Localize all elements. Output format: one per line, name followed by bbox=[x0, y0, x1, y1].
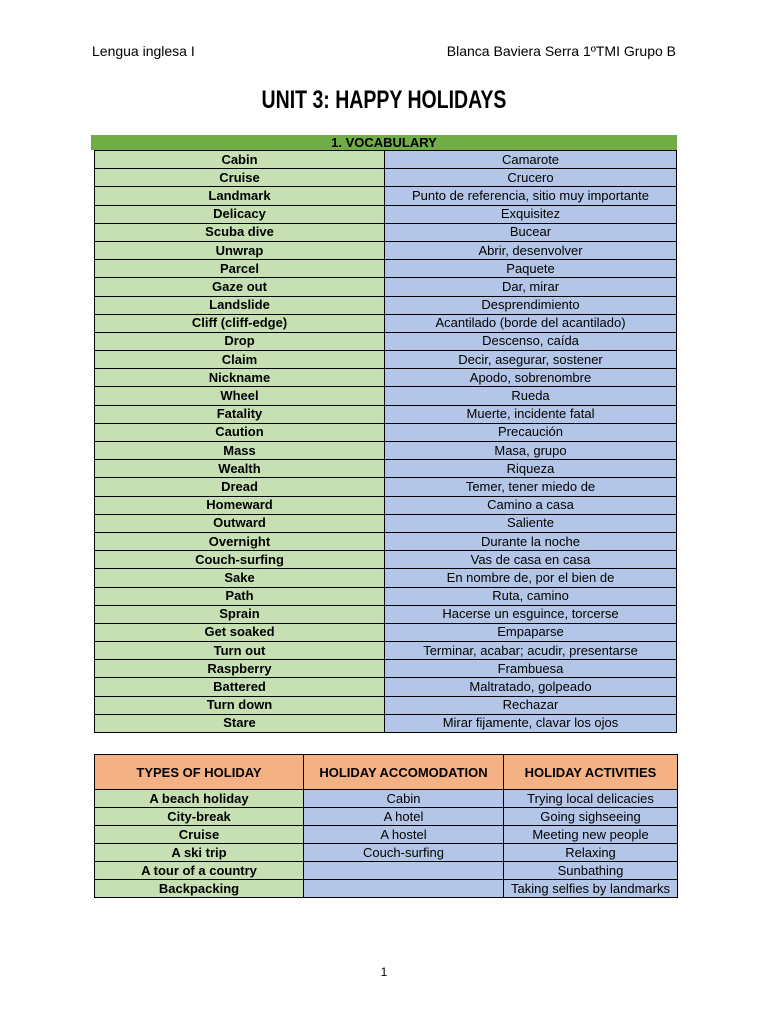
vocab-row bbox=[95, 223, 677, 241]
holiday-activity-cell: Taking selfies by landmarks bbox=[504, 880, 678, 898]
vocab-spanish-translation: Bucear bbox=[385, 223, 677, 241]
vocab-spanish-translation: Camino a casa bbox=[385, 496, 677, 514]
vocab-spanish-translation: Rueda bbox=[385, 387, 677, 405]
vocab-row bbox=[95, 405, 677, 423]
vocab-english-term: Stare bbox=[95, 714, 385, 732]
vocab-english-term: Cliff (cliff-edge) bbox=[95, 314, 385, 332]
holiday-table bbox=[94, 754, 678, 898]
vocabulary-heading: 1. VOCABULARY bbox=[91, 135, 677, 150]
holiday-type-cell: Backpacking bbox=[95, 880, 304, 898]
holiday-activity-cell: Sunbathing bbox=[504, 862, 678, 880]
vocab-row bbox=[95, 369, 677, 387]
vocab-row bbox=[95, 278, 677, 296]
page-title: UNIT 3: HAPPY HOLIDAYS bbox=[261, 86, 507, 114]
vocab-english-term: Turn out bbox=[95, 642, 385, 660]
vocab-spanish-translation: Exquisitez bbox=[385, 205, 677, 223]
vocab-english-term: Couch-surfing bbox=[95, 551, 385, 569]
vocab-row bbox=[95, 460, 677, 478]
vocab-row bbox=[95, 351, 677, 369]
vocab-english-term: Turn down bbox=[95, 696, 385, 714]
vocab-row bbox=[95, 514, 677, 532]
holiday-row bbox=[95, 826, 678, 844]
vocab-english-term: Parcel bbox=[95, 260, 385, 278]
vocab-spanish-translation: Frambuesa bbox=[385, 660, 677, 678]
vocab-spanish-translation: Decir, asegurar, sostener bbox=[385, 351, 677, 369]
vocab-english-term: Outward bbox=[95, 514, 385, 532]
vocab-spanish-translation: Masa, grupo bbox=[385, 442, 677, 460]
vocab-spanish-translation: Mirar fijamente, clavar los ojos bbox=[385, 714, 677, 732]
vocab-row bbox=[95, 605, 677, 623]
header-types-of-holiday: TYPES OF HOLIDAY bbox=[95, 755, 304, 790]
vocab-english-term: Gaze out bbox=[95, 278, 385, 296]
holiday-type-cell: A beach holiday bbox=[95, 790, 304, 808]
holiday-type-cell: A ski trip bbox=[95, 844, 304, 862]
vocab-row bbox=[95, 678, 677, 696]
holiday-accommodation-cell: A hotel bbox=[304, 808, 504, 826]
holiday-type-cell: City-break bbox=[95, 808, 304, 826]
vocab-spanish-translation: Muerte, incidente fatal bbox=[385, 405, 677, 423]
header-left: Lengua inglesa I bbox=[92, 43, 195, 59]
vocab-row bbox=[95, 187, 677, 205]
vocab-row bbox=[95, 205, 677, 223]
page-number: 1 bbox=[380, 965, 388, 979]
vocab-row bbox=[95, 551, 677, 569]
vocab-row bbox=[95, 442, 677, 460]
vocab-row bbox=[95, 151, 677, 169]
holiday-activity-cell: Trying local delicacies bbox=[504, 790, 678, 808]
vocab-row bbox=[95, 478, 677, 496]
vocab-english-term: Landslide bbox=[95, 296, 385, 314]
vocab-english-term: Wealth bbox=[95, 460, 385, 478]
vocab-english-term: Overnight bbox=[95, 532, 385, 550]
vocab-spanish-translation: Punto de referencia, sitio muy importante bbox=[385, 187, 677, 205]
vocab-row bbox=[95, 241, 677, 259]
holiday-accommodation-cell bbox=[304, 880, 504, 898]
vocab-row bbox=[95, 423, 677, 441]
vocab-english-term: Battered bbox=[95, 678, 385, 696]
holiday-activity-cell: Relaxing bbox=[504, 844, 678, 862]
vocab-english-term: Scuba dive bbox=[95, 223, 385, 241]
vocab-row bbox=[95, 660, 677, 678]
vocab-row bbox=[95, 532, 677, 550]
vocab-english-term: Cruise bbox=[95, 169, 385, 187]
vocab-row bbox=[95, 496, 677, 514]
vocab-english-term: Raspberry bbox=[95, 660, 385, 678]
vocab-english-term: Nickname bbox=[95, 369, 385, 387]
vocab-english-term: Sprain bbox=[95, 605, 385, 623]
vocab-spanish-translation: Temer, tener miedo de bbox=[385, 478, 677, 496]
holiday-row bbox=[95, 880, 678, 898]
vocab-spanish-translation: Empaparse bbox=[385, 623, 677, 641]
vocab-spanish-translation: Terminar, acabar; acudir, presentarse bbox=[385, 642, 677, 660]
vocabulary-table bbox=[94, 150, 677, 733]
vocab-english-term: Claim bbox=[95, 351, 385, 369]
vocab-spanish-translation: Paquete bbox=[385, 260, 677, 278]
vocab-spanish-translation: Crucero bbox=[385, 169, 677, 187]
vocab-english-term: Sake bbox=[95, 569, 385, 587]
vocab-spanish-translation: Maltratado, golpeado bbox=[385, 678, 677, 696]
vocab-row bbox=[95, 587, 677, 605]
vocab-spanish-translation: Saliente bbox=[385, 514, 677, 532]
holiday-accommodation-cell: Cabin bbox=[304, 790, 504, 808]
vocab-row bbox=[95, 332, 677, 350]
vocab-english-term: Wheel bbox=[95, 387, 385, 405]
holiday-type-cell: Cruise bbox=[95, 826, 304, 844]
holiday-type-cell: A tour of a country bbox=[95, 862, 304, 880]
vocab-english-term: Landmark bbox=[95, 187, 385, 205]
vocab-english-term: Caution bbox=[95, 423, 385, 441]
vocab-english-term: Dread bbox=[95, 478, 385, 496]
vocab-spanish-translation: Abrir, desenvolver bbox=[385, 241, 677, 259]
vocab-row bbox=[95, 314, 677, 332]
vocab-english-term: Unwrap bbox=[95, 241, 385, 259]
vocab-row bbox=[95, 623, 677, 641]
vocab-row bbox=[95, 260, 677, 278]
holiday-row bbox=[95, 844, 678, 862]
vocab-row bbox=[95, 714, 677, 732]
vocab-row bbox=[95, 169, 677, 187]
vocab-row bbox=[95, 296, 677, 314]
holiday-accommodation-cell bbox=[304, 862, 504, 880]
vocab-row bbox=[95, 387, 677, 405]
vocab-spanish-translation: Ruta, camino bbox=[385, 587, 677, 605]
holiday-row bbox=[95, 862, 678, 880]
vocab-english-term: Get soaked bbox=[95, 623, 385, 641]
vocab-english-term: Drop bbox=[95, 332, 385, 350]
holiday-row bbox=[95, 790, 678, 808]
vocab-spanish-translation: Descenso, caída bbox=[385, 332, 677, 350]
vocab-spanish-translation: Desprendimiento bbox=[385, 296, 677, 314]
holiday-row bbox=[95, 808, 678, 826]
holiday-activity-cell: Meeting new people bbox=[504, 826, 678, 844]
holiday-accommodation-cell: Couch-surfing bbox=[304, 844, 504, 862]
header-right: Blanca Baviera Serra 1ºTMI Grupo B bbox=[446, 43, 676, 59]
header-holiday-accommodation: HOLIDAY ACCOMODATION bbox=[304, 755, 504, 790]
vocab-row bbox=[95, 696, 677, 714]
vocab-row bbox=[95, 569, 677, 587]
vocab-english-term: Homeward bbox=[95, 496, 385, 514]
vocab-english-term: Cabin bbox=[95, 151, 385, 169]
vocab-spanish-translation: Dar, mirar bbox=[385, 278, 677, 296]
vocab-row bbox=[95, 642, 677, 660]
vocab-spanish-translation: Riqueza bbox=[385, 460, 677, 478]
holiday-accommodation-cell: A hostel bbox=[304, 826, 504, 844]
vocab-spanish-translation: En nombre de, por el bien de bbox=[385, 569, 677, 587]
holiday-activity-cell: Going sighseeing bbox=[504, 808, 678, 826]
vocab-english-term: Mass bbox=[95, 442, 385, 460]
vocab-spanish-translation: Rechazar bbox=[385, 696, 677, 714]
vocab-english-term: Delicacy bbox=[95, 205, 385, 223]
vocab-spanish-translation: Precaución bbox=[385, 423, 677, 441]
vocab-spanish-translation: Acantilado (borde del acantilado) bbox=[385, 314, 677, 332]
vocab-spanish-translation: Durante la noche bbox=[385, 532, 677, 550]
vocab-english-term: Fatality bbox=[95, 405, 385, 423]
vocab-english-term: Path bbox=[95, 587, 385, 605]
vocab-spanish-translation: Hacerse un esguince, torcerse bbox=[385, 605, 677, 623]
vocab-spanish-translation: Apodo, sobrenombre bbox=[385, 369, 677, 387]
vocab-spanish-translation: Vas de casa en casa bbox=[385, 551, 677, 569]
header-holiday-activities: HOLIDAY ACTIVITIES bbox=[504, 755, 678, 790]
vocab-spanish-translation: Camarote bbox=[385, 151, 677, 169]
